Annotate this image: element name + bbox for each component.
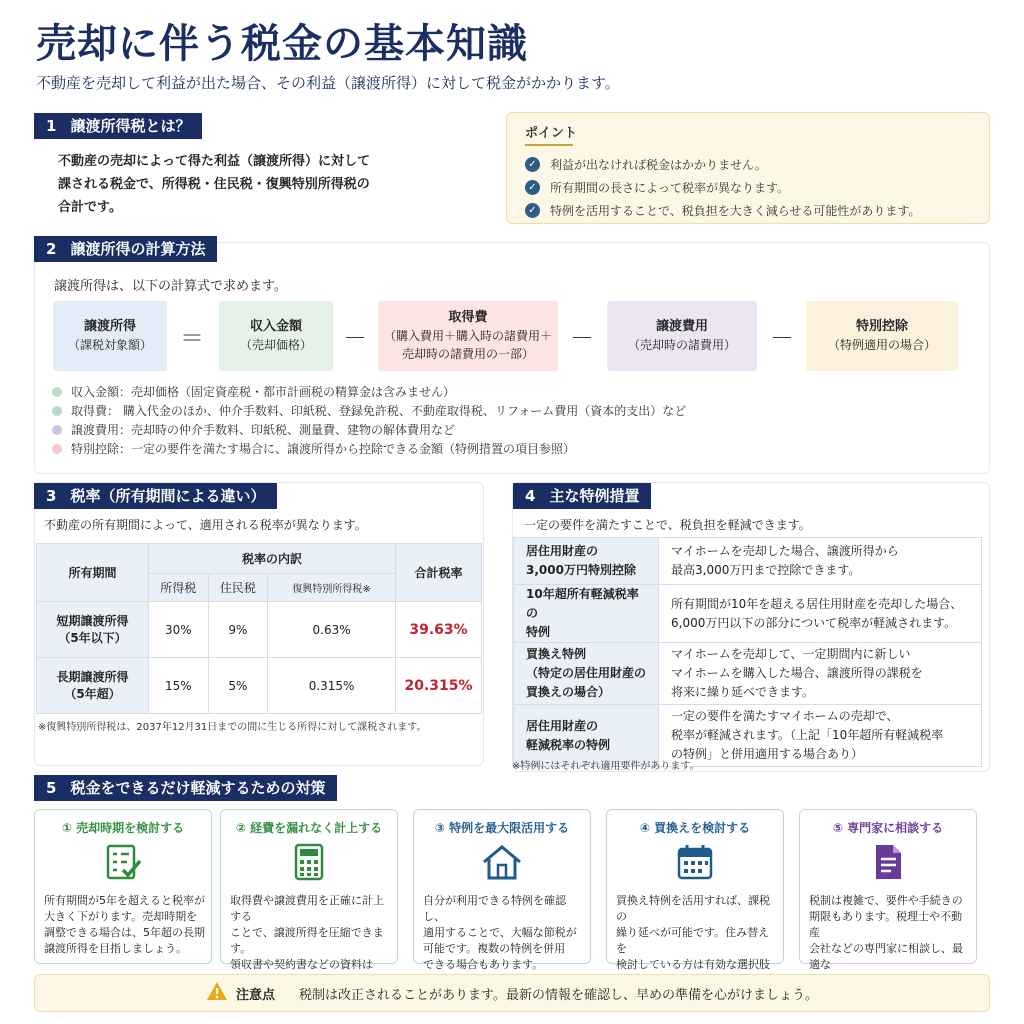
section3-heading [34, 483, 277, 509]
card-text-line: 可能です。複数の特例を併用 [423, 942, 566, 955]
section3-number: 3 [46, 487, 57, 505]
point-item [525, 176, 920, 199]
section4-number: 4 [525, 487, 536, 505]
card-text-line: 自分が利用できる特例を確認し、 [423, 894, 566, 923]
row-period-name: 長期譲渡所得 [56, 669, 129, 684]
formula-box-title: 譲渡費用 [655, 319, 708, 334]
table-header-row [37, 544, 482, 574]
measure-name [514, 585, 659, 643]
legend-item [52, 420, 686, 439]
cell-income-tax: 15% [149, 658, 209, 714]
section4-heading [513, 483, 651, 509]
table-row [514, 643, 982, 705]
section1-number: 1 [46, 117, 57, 135]
measure-desc [659, 538, 982, 585]
formula-box-title: 譲渡所得 [83, 319, 136, 334]
row-period-name: 短期譲渡所得 [56, 613, 129, 628]
measure-desc-line: マイホームを売却して、一定期間内に新しい [671, 647, 911, 661]
legend-text: 取得費： 購入代金のほか、仲介手数料、印紙税、登録免許税、不動産取得税、リフォーム費用（資本的支出）など [71, 404, 687, 418]
cell-total-rate: 39.63% [396, 602, 482, 658]
formula-box-title: 特別控除 [855, 319, 908, 334]
measure-name-line: 買換えの場合） [526, 685, 611, 699]
header-period: 所有期間 [37, 544, 149, 602]
row-period [37, 602, 149, 658]
check-icon: ✓ [525, 203, 540, 218]
measure-desc-line: 所有期間が10年を超える居住用財産を売却した場合、 [671, 596, 963, 611]
tip-card-timing [34, 809, 212, 964]
cell-resident-tax: 9% [208, 602, 268, 658]
legend-item [52, 382, 686, 401]
section3-note: ※復興特別所得税は、2037年12月31日までの間に生じる所得に対して課税されます。 [38, 722, 427, 733]
section1-line: 合計です。 [58, 200, 122, 215]
cell-total-rate: 20.315% [396, 658, 482, 714]
minus-sign: － [770, 324, 794, 352]
card-text-line: 調整できる場合は、5年超の長期 [44, 926, 205, 939]
measure-name-line: 特例 [526, 625, 551, 639]
card-text-line: 譲渡所得を目指しましょう。 [44, 942, 187, 955]
measure-desc [659, 705, 982, 767]
measure-name-line: 買換え特例 [526, 647, 587, 661]
measure-desc-line: 6,000万円以下の部分について税率が軽減されます。 [671, 615, 957, 630]
section1-body [58, 150, 418, 219]
check-icon: ✓ [525, 157, 540, 172]
table-row [514, 538, 982, 585]
table-row [37, 602, 482, 658]
measure-name [514, 643, 659, 705]
caution-label: 注意点 [236, 987, 276, 1003]
row-period-range: （5年超） [64, 686, 121, 701]
calculator-icon [221, 842, 397, 882]
cell-income-tax: 30% [149, 602, 209, 658]
calendar-icon [607, 842, 783, 882]
legend-text: 譲渡費用：売却時の仲介手数料、印紙税、測量費、建物の解体費用など [71, 423, 456, 437]
card-text-line: できる場合もあります。 [423, 958, 544, 971]
point-list [525, 153, 920, 222]
legend-dot [52, 387, 62, 397]
point-item [525, 153, 920, 176]
measure-desc-line: 税率が軽減されます。（上記「10年超所有軽減税率 [671, 728, 944, 742]
point-item-text: 特例を活用することで、税負担を大きく減らせる可能性があります。 [550, 204, 921, 218]
legend-dot [52, 444, 62, 454]
caution-banner [34, 974, 990, 1012]
measure-name-line: 居住用財産の [526, 544, 599, 558]
card-text-line: 期限もあります。税理士や不動産 [809, 910, 963, 939]
cell-reconstruction-tax: 0.315% [268, 658, 396, 714]
point-title: ポイント [525, 122, 577, 146]
card-text-line: 適用することで、大幅な節税が [423, 926, 577, 939]
formula-box-sub: （特例適用の場合） [827, 338, 936, 352]
card-title: ① 売却時期を検討する [61, 821, 185, 835]
house-icon [414, 842, 590, 882]
point-box [506, 112, 990, 224]
formula-legend [52, 382, 686, 458]
point-item-text: 所有期間の長さによって税率が異なります。 [550, 181, 790, 195]
card-title: ③ 特例を最大限活用する [434, 821, 570, 835]
header-breakdown: 税率の内訳 [149, 544, 396, 574]
section3-title: 税率（所有期間による違い） [70, 487, 266, 505]
minus-sign: － [570, 324, 594, 352]
measure-name-line: （特定の居住用財産の [526, 666, 647, 680]
special-measures-table [513, 537, 982, 767]
measure-desc-line: の特例」と併用適用する場合あり） [671, 747, 864, 761]
header-total: 合計税率 [396, 544, 482, 602]
section5-heading [34, 775, 337, 801]
row-period-range: （5年以下） [58, 630, 127, 645]
card-text-line: 会社などの専門家に相談し、最適な [809, 942, 963, 971]
cell-resident-tax: 5% [208, 658, 268, 714]
measure-desc-line: 将来に繰り延べできます。 [671, 685, 815, 699]
measure-desc [659, 643, 982, 705]
measure-desc-line: 一定の要件を満たすマイホームの売却で、 [671, 709, 899, 723]
card-text-line: 税制は複雑で、要件や手続きの [809, 894, 963, 907]
measure-name-line: 居住用財産の [526, 718, 599, 733]
section4-intro: 一定の要件を満たすことで、税負担を軽減できます。 [524, 518, 811, 532]
legend-item [52, 401, 686, 420]
section4-note: ※特例にはそれぞれ適用要件があります。 [512, 761, 700, 772]
section2-heading [34, 236, 217, 262]
card-text-line: 大きく下がります。売却時期を [44, 910, 198, 923]
minus-sign: － [343, 324, 367, 352]
check-icon: ✓ [525, 180, 540, 195]
measure-name [514, 538, 659, 585]
tip-card-replacement [606, 809, 784, 971]
section2-title: 譲渡所得の計算方法 [70, 240, 206, 258]
table-row [514, 585, 982, 643]
legend-item [52, 439, 686, 458]
section2-intro: 譲渡所得は、以下の計算式で求めます。 [54, 279, 287, 294]
section2-number: 2 [46, 240, 57, 258]
card-text-line: 検討している方は有効な選択肢 [616, 958, 770, 971]
formula-box-acquisition-cost [378, 301, 558, 371]
point-item [525, 199, 920, 222]
section1-heading [34, 113, 202, 139]
legend-dot [52, 406, 62, 416]
section5-number: 5 [46, 779, 57, 797]
equals-sign: ＝ [180, 324, 204, 352]
page-subtitle: 不動産を売却して利益が出た場合、その利益（譲渡所得）に対して税金がかかります。 [36, 74, 620, 92]
measure-desc-line: マイホームを購入した場合、譲渡所得の課税を [671, 666, 923, 680]
card-text-line: 所有期間が5年を超えると税率が [44, 894, 205, 907]
card-text-line: ことで、譲渡所得を圧縮できます。 [230, 926, 384, 955]
header-resident-tax: 住民税 [208, 574, 268, 602]
card-title: ④ 買換えを検討する [639, 821, 751, 835]
header-income-tax: 所得税 [149, 574, 209, 602]
formula-box-revenue [219, 301, 333, 371]
formula-box-title: 収入金額 [249, 319, 302, 334]
formula-box-sub: （購入費用＋購入時の諸費用＋ [383, 329, 552, 343]
card-text-line: 繰り延べが可能です。住み替えを [616, 926, 770, 955]
card-text-line: 取得費や譲渡費用を正確に計上する [230, 894, 384, 923]
tip-card-special-measures [413, 809, 591, 971]
section5-title: 税金をできるだけ軽減するための対策 [70, 779, 326, 797]
card-title: ⑤ 専門家に相談する [832, 821, 944, 835]
point-item-text: 利益が出なければ税金はかかりません。 [550, 158, 767, 172]
card-text-line: 買換え特例を活用すれば、課税の [616, 894, 770, 923]
caution-text: 税制は改正されることがあります。最新の情報を確認し、早めの準備を心がけましょう。 [299, 987, 818, 1003]
row-period [37, 658, 149, 714]
measure-desc-line: 最高3,000万円まで控除できます。 [671, 563, 861, 577]
section3-intro: 不動産の所有期間によって、適用される税率が異なります。 [44, 518, 367, 532]
section1-line: 不動産の売却によって得た利益（譲渡所得）に対して [58, 154, 371, 169]
table-row [37, 658, 482, 714]
formula-box-sub: （売却価格） [239, 338, 312, 352]
document-icon [800, 842, 976, 882]
formula-box-special-deduction [806, 301, 958, 371]
formula-box-sub: 売却時の諸費用の一部） [401, 347, 534, 361]
formula-box-title: 取得費 [448, 310, 488, 325]
page-title: 売却に伴う税金の基本知識 [36, 20, 528, 67]
legend-text: 収入金額：売却価格（固定資産税・都市計画税の精算金は含みません） [71, 385, 456, 399]
section1-title: 譲渡所得税とは？ [70, 117, 191, 135]
card-text [44, 893, 205, 957]
card-title: ② 経費を漏れなく計上する [235, 821, 383, 835]
card-text [423, 893, 584, 973]
tax-rate-table [36, 543, 482, 714]
measure-name-line: 軽減税率の特例 [526, 737, 611, 752]
warning-icon [206, 981, 228, 1005]
measure-desc [659, 585, 982, 643]
card-text-line: 領収書や契約書などの資料は [230, 958, 373, 971]
checklist-icon [35, 842, 211, 882]
measure-desc-line: マイホームを売却した場合、譲渡所得から [671, 544, 899, 558]
measure-name-line: 3,000万円特別控除 [526, 563, 636, 577]
formula-box-sub: （売却時の諸費用） [627, 338, 736, 352]
section4-title: 主な特例措置 [549, 487, 640, 505]
section1-line: 課される税金で、所得税・住民税・復興特別所得税の [58, 177, 370, 192]
formula-box-transfer-expense [607, 301, 757, 371]
header-reconstruction-tax: 復興特別所得税※ [268, 574, 396, 602]
cell-reconstruction-tax: 0.63% [268, 602, 396, 658]
formula-box-transfer-income [53, 301, 167, 371]
legend-text: 特別控除：一定の要件を満たす場合に、譲渡所得から控除できる金額（特例措置の項目参照） [71, 442, 576, 456]
measure-name-line: 10年超所有軽減税率の [526, 587, 639, 620]
tip-card-expenses [220, 809, 398, 971]
formula-box-sub: （課税対象額） [67, 338, 152, 352]
tip-card-expert [799, 809, 977, 971]
legend-dot [52, 425, 62, 435]
